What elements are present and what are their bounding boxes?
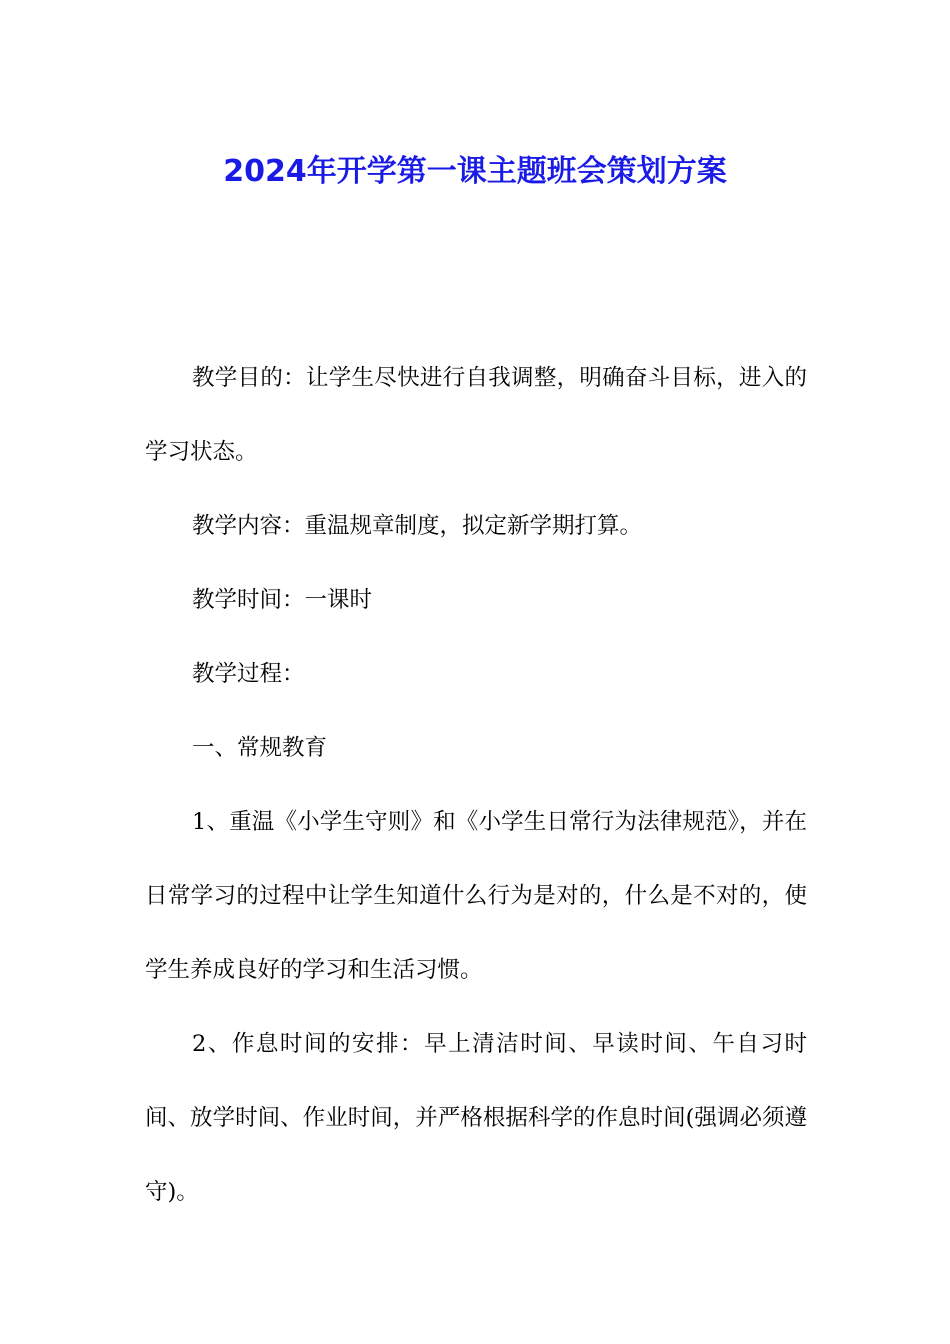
paragraph-teaching-content: 教学内容：重温规章制度，拟定新学期打算。 xyxy=(192,513,643,539)
paragraph-teaching-objective: 教学目的：让学生尽快进行自我调整，明确奋斗目标，进入的学习状态。 xyxy=(145,365,807,465)
paragraph-teaching-time: 教学时间：一课时 xyxy=(192,587,373,613)
document-body xyxy=(145,341,807,1229)
paragraph-teaching-process: 教学过程： xyxy=(192,661,305,687)
paragraph-item-2: 2、作息时间的安排：早上清洁时间、早读时间、午自习时间、放学时间、作业时间，并严格根据科学的作息时间(强调必须遵守)。 xyxy=(145,1031,807,1205)
document-title: 2024年开学第一课主题班会策划方案 xyxy=(223,154,727,190)
paragraph-item-1: 1、重温《小学生守则》和《小学生日常行为法律规范》，并在日常学习的过程中让学生知道什么行为是对的，什么是不对的，使学生养成良好的学习和生活习惯。 xyxy=(145,809,807,983)
section-heading-routine-education: 一、常规教育 xyxy=(192,735,328,761)
